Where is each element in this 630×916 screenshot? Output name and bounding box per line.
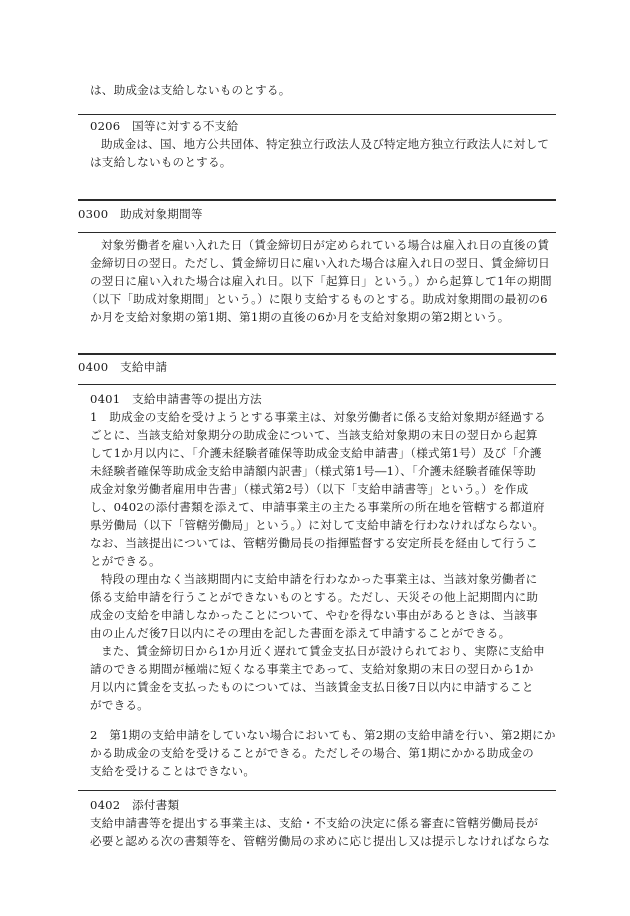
text-line: の翌日に雇い入れた場合は雇入れ日。以下「起算日」という。）から起算して1年の期間 [90,274,552,288]
text-line: して1か月以内に、「介護未経験者確保等助成金支給申請書」（様式第1号）及び「介護 [90,446,542,460]
text-line: 由の止んだ後7日以内にその理由を記した書面を添えて申請することができる。 [90,626,511,640]
section-divider [78,353,556,355]
text-line: 支給を受けることはできない。 [90,764,256,778]
text-line: は、助成金は支給しないものとする。 [90,83,291,97]
text-line: 2 第1期の支給申請をしていない場合においても、第2期の支給申請を行い、第2期にか [90,728,556,742]
text-line: とができる。 [90,554,161,568]
text-line: 県労働局（以下「管轄労働局」という。）に対して支給申請を行わなければならない。 [90,518,545,532]
section-heading: 0400 支給申請 [78,360,168,374]
section-divider [78,199,556,201]
section-divider [78,790,556,791]
text-line: し、0402の添付書類を添えて、申請事業主の主たる事業所の所在地を管轄する都道府 [90,500,545,514]
text-line: ごとに、当該支給対象期分の助成金について、当該支給対象期の末日の翌日から起算 [90,428,538,442]
section-heading: 0300 助成対象期間等 [78,207,203,221]
section-divider [78,384,556,385]
text-line: 係る支給申請を行うことができないものとする。ただし、天災その他上記期間内に助 [90,590,539,604]
text-line: 必要と認める次の書類等を、管轄労働局の求めに応じ提出し又は提示しなければならな [90,834,550,848]
subsection-heading: 0401 支給申請書等の提出方法 [90,392,262,406]
section-divider [78,232,556,233]
text-line: 特段の理由なく当該期間内に支給申請を行わなかった事業主は、当該対象労働者に [101,572,538,586]
text-line: また、賃金締切日から1か月近く遅れて賃金支払日が設けられており、実際に支給申 [101,644,545,658]
text-line: （以下「助成対象期間」という。）に限り支給するものとする。助成対象期間の最初の6 [86,292,548,306]
subsection-heading: 0206 国等に対する不支給 [90,119,239,133]
text-line: 請のできる期間が極端に短くなる事業主であって、支給対象期の末日の翌日から1か [90,662,534,676]
text-line: 成金対象労働者雇用申告書」（様式第2号）（以下「支給申請書等」という。）を作成 [90,482,529,496]
text-line: 未経験者確保等助成金支給申請額内訳書」（様式第1号―1）、「介護未経験者確保等助 [90,464,536,478]
subsection-heading: 0402 添付書類 [90,798,180,812]
text-line: 対象労働者を雇い入れた日（賃金締切日が定められている場合は雇入れ日の直後の賃 [101,238,550,252]
text-line: 月以内に賃金を支払ったものについては、当該賃金支払日後7日以内に申請すること [90,680,534,694]
text-line: 支給申請書等を提出する事業主は、支給・不支給の決定に係る審査に管轄労働局長が [90,816,539,830]
text-line: 助成金は、国、地方公共団体、特定独立行政法人及び特定地方独立行政法人に対して [101,137,550,151]
text-line: 成金の支給を申請しなかったことについて、やむを得ない事由があるときは、当該事 [90,608,538,622]
text-line: は支給しないものとする。 [90,155,232,169]
text-line: か月を支給対象期の第1期、第1期の直後の6か月を支給対象期の第2期という。 [90,310,510,324]
text-line: 1 助成金の支給を受けようとする事業主は、対象労働者に係る支給対象期が経過する [90,410,546,424]
text-line: かる助成金の支給を受けることができる。ただしその場合、第1期にかかる助成金の [90,746,534,760]
text-line: ができる。 [90,698,149,712]
section-divider [78,114,556,115]
text-line: 金締切日の翌日。ただし、賃金締切日に雇い入れた場合は雇入れ日の翌日、賃金締切日 [90,256,550,270]
text-line: なお、当該提出については、管轄労働局長の指揮監督する安定所長を経由して行うこ [90,536,538,550]
